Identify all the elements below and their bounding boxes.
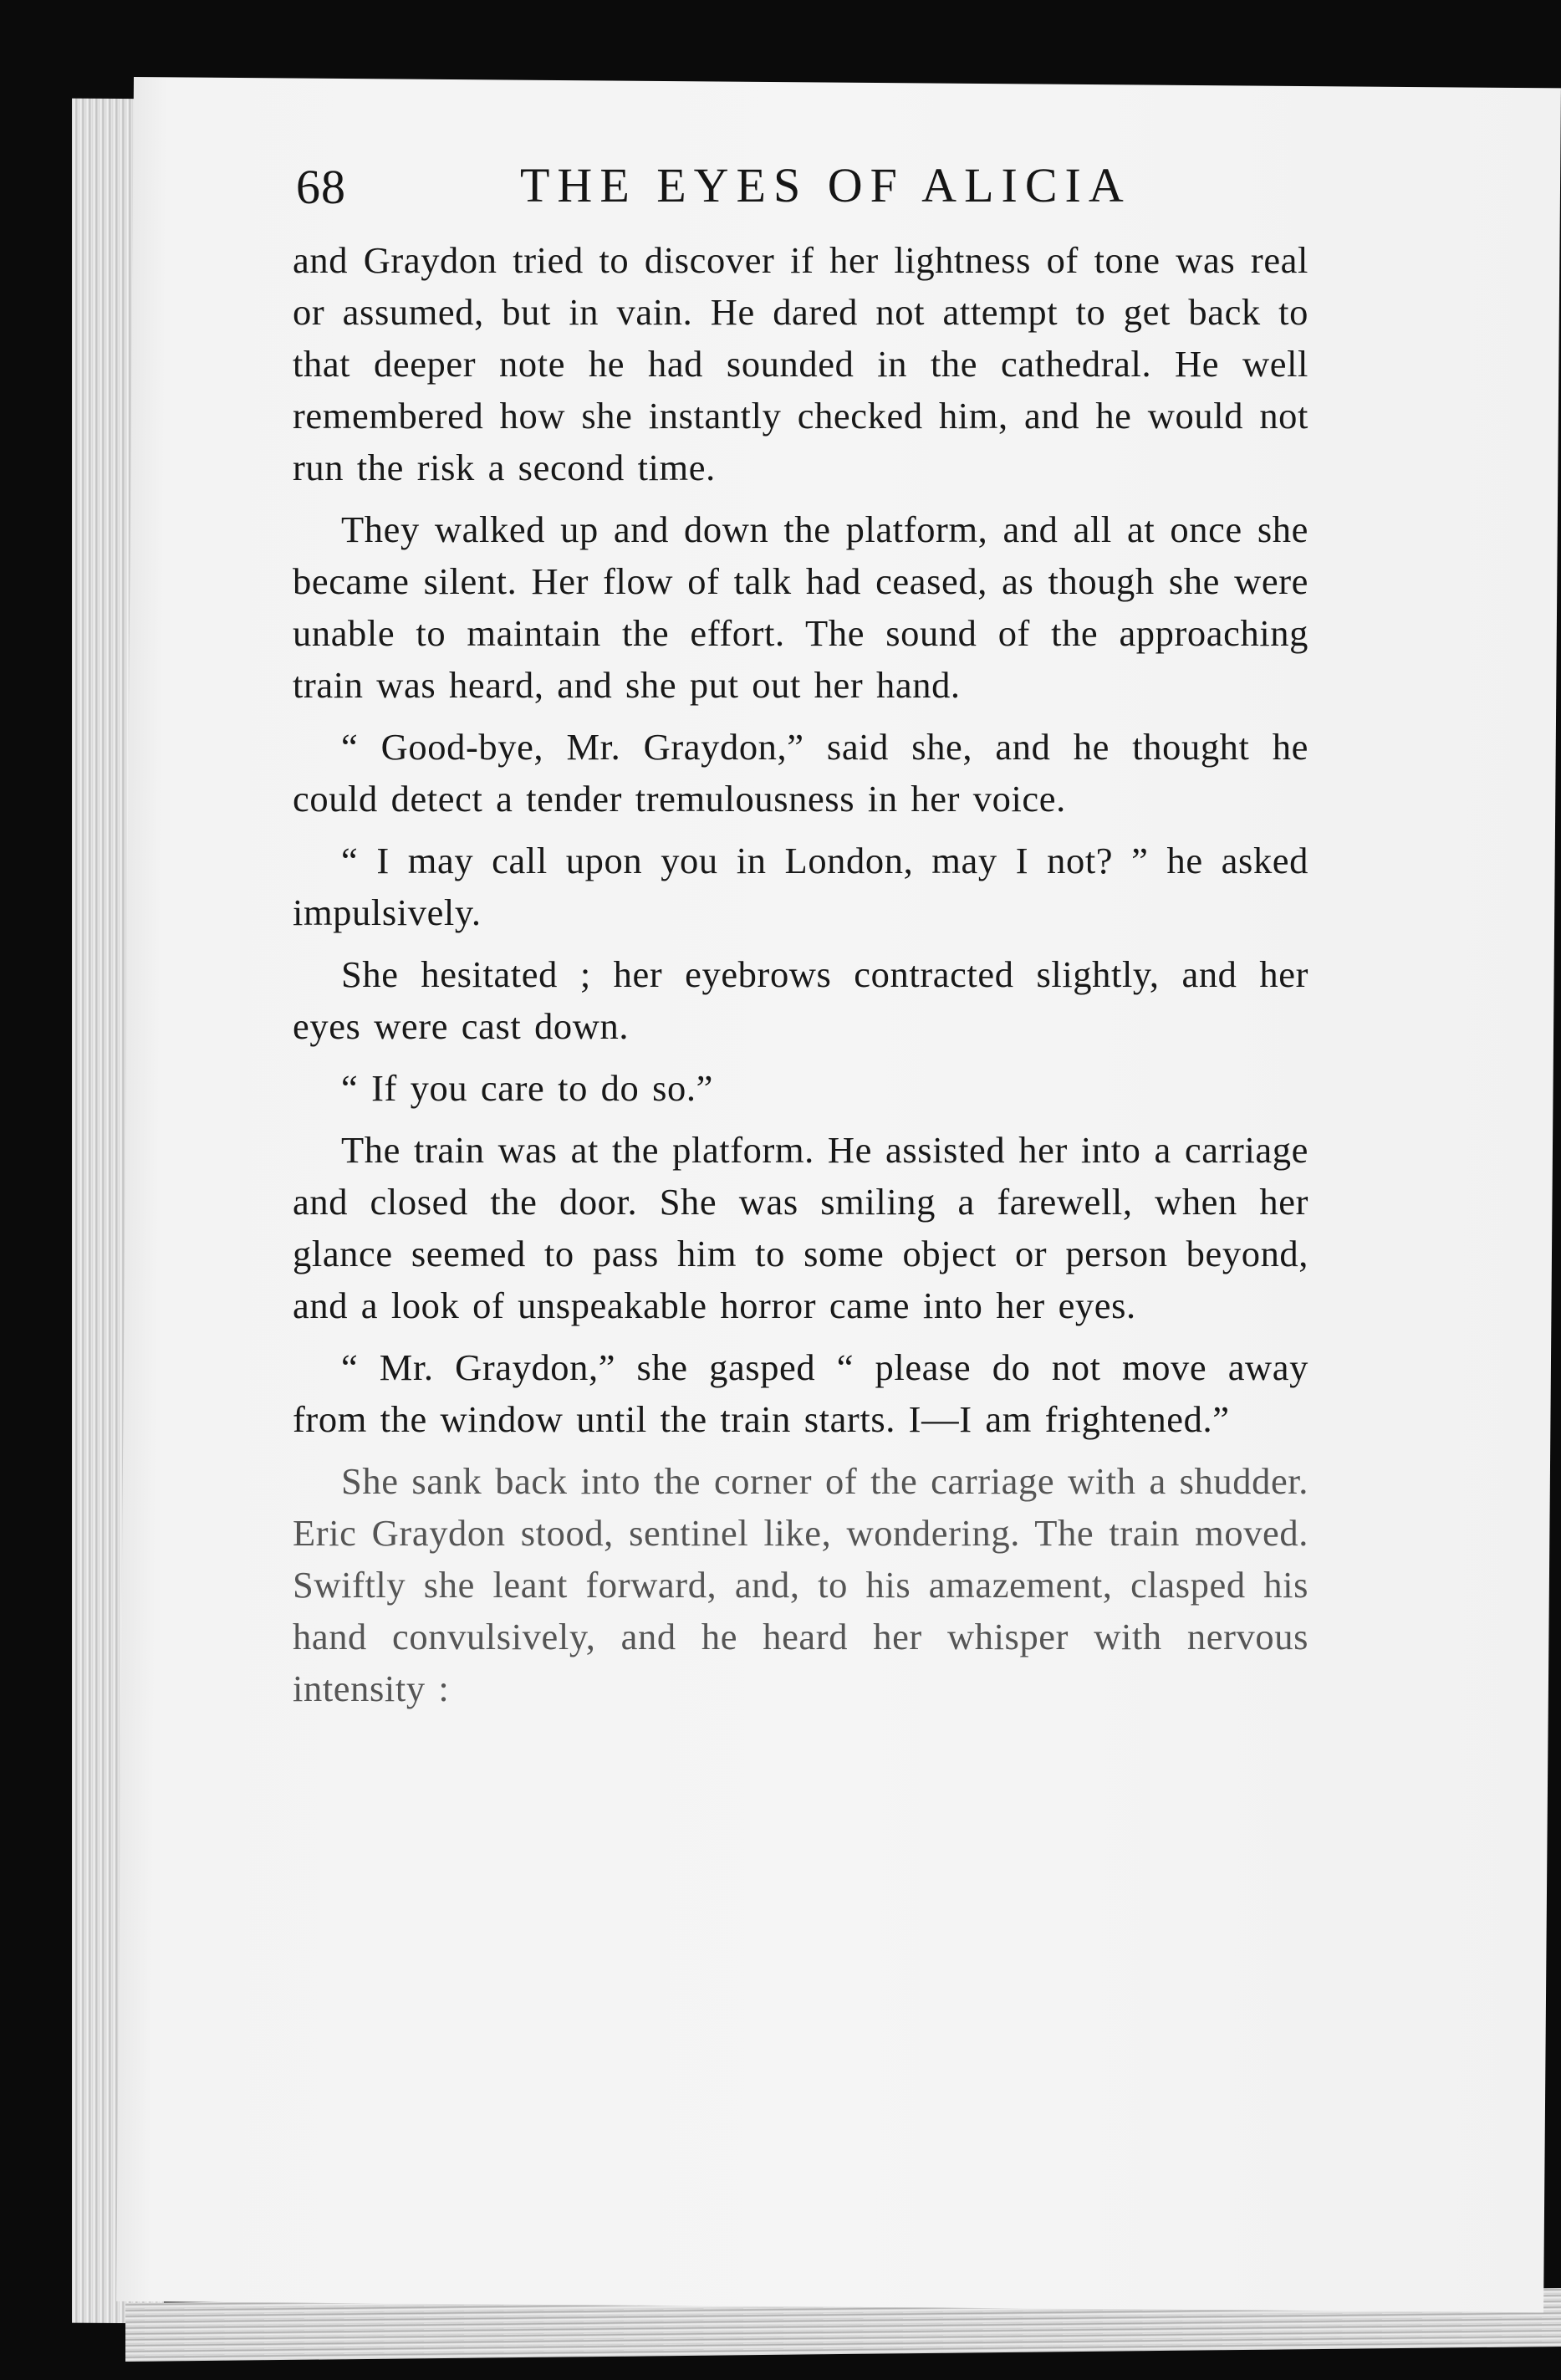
paragraph-2: They walked up and down the platform, and all at once she became silent. Her flow of talk had ceased, as though she were unable to maintain the effort. The sound of the approaching train was heard, and she put out her hand.: [293, 508, 1308, 706]
body-text: [293, 234, 1308, 1724]
paragraph-4: “ I may call upon you in London, may I not? ” he asked impulsively.: [293, 840, 1308, 933]
paragraph-5: She hesitated ; her eyebrows contracted slightly, and her eyes were cast down.: [293, 953, 1308, 1047]
paragraph-9: She sank back into the corner of the carriage with a shudder. Eric Graydon stood, sentinel like, wondering. The train moved. Swiftly she leant forward, and, to his amazement, clasped his hand convulsively, and he heard her whisper with nervous intensity :: [293, 1460, 1308, 1709]
running-title: THE EYES OF ALICIA: [520, 158, 1131, 212]
page-header: [296, 151, 1266, 243]
paragraph-7: The train was at the platform. He assisted her into a carriage and closed the door. She was smiling a farewell, when her glance seemed to pass him to some object or person beyond, and a look of unspeakable horror came into her eyes.: [293, 1129, 1308, 1326]
page-number: 68: [296, 160, 346, 214]
paragraph-3: “ Good-bye, Mr. Graydon,” said she, and he thought he could detect a tender tremulousness in her voice.: [293, 726, 1308, 820]
paragraph-6: “ If you care to do so.”: [341, 1067, 713, 1109]
paragraph-1: and Graydon tried to discover if her lightness of tone was real or assumed, but in vain. He dared not attempt to get back to that deeper note he had sounded in the cathedral. He well remembered how she instantly checked him, and he would not run the risk a second time.: [293, 239, 1308, 488]
paragraph-8: “ Mr. Graydon,” she gasped “ please do not move away from the window until the train starts. I—I am frightened.”: [293, 1346, 1308, 1440]
